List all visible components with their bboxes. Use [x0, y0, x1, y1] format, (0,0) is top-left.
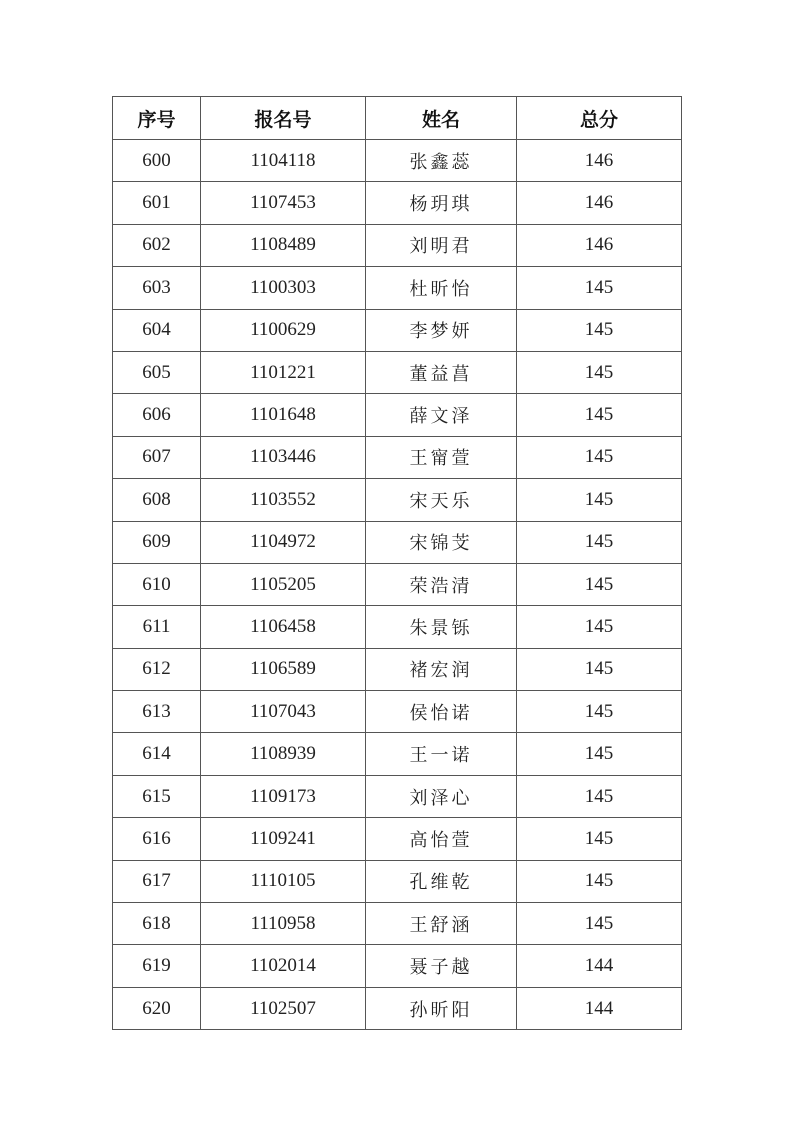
cell-total: 146	[517, 140, 682, 182]
table-row	[113, 309, 682, 351]
table-header-row	[113, 97, 682, 140]
cell-total: 146	[517, 224, 682, 266]
cell-name: 褚宏润	[366, 648, 517, 690]
table-row	[113, 394, 682, 436]
cell-name: 聂子越	[366, 945, 517, 987]
cell-reg-no: 1106589	[201, 648, 366, 690]
table-row	[113, 691, 682, 733]
cell-reg-no: 1102014	[201, 945, 366, 987]
cell-seq: 617	[113, 860, 201, 902]
cell-total: 145	[517, 648, 682, 690]
table-row	[113, 733, 682, 775]
cell-reg-no: 1110958	[201, 903, 366, 945]
cell-total: 144	[517, 987, 682, 1029]
cell-name: 荣浩清	[366, 563, 517, 605]
cell-name: 刘泽心	[366, 775, 517, 817]
cell-seq: 612	[113, 648, 201, 690]
cell-seq: 604	[113, 309, 201, 351]
table-row	[113, 351, 682, 393]
cell-seq: 616	[113, 818, 201, 860]
cell-total: 145	[517, 521, 682, 563]
table-row	[113, 563, 682, 605]
cell-seq: 607	[113, 436, 201, 478]
cell-reg-no: 1103446	[201, 436, 366, 478]
cell-name: 薛文泽	[366, 394, 517, 436]
table-row	[113, 267, 682, 309]
cell-seq: 619	[113, 945, 201, 987]
cell-seq: 601	[113, 182, 201, 224]
table-row	[113, 945, 682, 987]
cell-reg-no: 1109241	[201, 818, 366, 860]
cell-name: 董益菖	[366, 351, 517, 393]
cell-total: 144	[517, 945, 682, 987]
cell-total: 145	[517, 903, 682, 945]
header-reg-no: 报名号	[201, 97, 366, 140]
cell-total: 145	[517, 733, 682, 775]
cell-name: 王甯萱	[366, 436, 517, 478]
cell-seq: 610	[113, 563, 201, 605]
cell-name: 李梦妍	[366, 309, 517, 351]
cell-seq: 611	[113, 606, 201, 648]
table-row	[113, 606, 682, 648]
cell-total: 145	[517, 351, 682, 393]
cell-name: 宋锦芠	[366, 521, 517, 563]
cell-seq: 615	[113, 775, 201, 817]
cell-reg-no: 1100303	[201, 267, 366, 309]
cell-total: 145	[517, 691, 682, 733]
table-row	[113, 224, 682, 266]
cell-total: 145	[517, 860, 682, 902]
cell-total: 145	[517, 394, 682, 436]
table-row	[113, 479, 682, 521]
table-row	[113, 987, 682, 1029]
cell-total: 145	[517, 436, 682, 478]
cell-name: 杨玥琪	[366, 182, 517, 224]
table-row	[113, 648, 682, 690]
cell-total: 146	[517, 182, 682, 224]
cell-reg-no: 1101648	[201, 394, 366, 436]
cell-reg-no: 1107453	[201, 182, 366, 224]
table-body	[113, 140, 682, 1030]
cell-reg-no: 1102507	[201, 987, 366, 1029]
cell-seq: 614	[113, 733, 201, 775]
cell-seq: 608	[113, 479, 201, 521]
table-row	[113, 818, 682, 860]
cell-seq: 613	[113, 691, 201, 733]
cell-reg-no: 1108939	[201, 733, 366, 775]
score-table	[112, 96, 682, 1030]
cell-seq: 609	[113, 521, 201, 563]
cell-total: 145	[517, 309, 682, 351]
cell-reg-no: 1104118	[201, 140, 366, 182]
cell-reg-no: 1103552	[201, 479, 366, 521]
cell-name: 孔维乾	[366, 860, 517, 902]
header-name: 姓名	[366, 97, 517, 140]
cell-reg-no: 1100629	[201, 309, 366, 351]
table-row	[113, 775, 682, 817]
cell-reg-no: 1106458	[201, 606, 366, 648]
cell-total: 145	[517, 775, 682, 817]
header-seq: 序号	[113, 97, 201, 140]
cell-name: 朱景铄	[366, 606, 517, 648]
cell-seq: 602	[113, 224, 201, 266]
cell-name: 宋天乐	[366, 479, 517, 521]
cell-seq: 605	[113, 351, 201, 393]
cell-name: 张鑫蕊	[366, 140, 517, 182]
header-total: 总分	[517, 97, 682, 140]
cell-reg-no: 1110105	[201, 860, 366, 902]
cell-name: 侯怡诺	[366, 691, 517, 733]
cell-name: 杜昕怡	[366, 267, 517, 309]
cell-total: 145	[517, 606, 682, 648]
cell-seq: 606	[113, 394, 201, 436]
cell-seq: 603	[113, 267, 201, 309]
table-row	[113, 182, 682, 224]
cell-reg-no: 1104972	[201, 521, 366, 563]
table-row	[113, 860, 682, 902]
cell-name: 高怡萱	[366, 818, 517, 860]
cell-total: 145	[517, 479, 682, 521]
cell-seq: 600	[113, 140, 201, 182]
cell-total: 145	[517, 267, 682, 309]
table-row	[113, 436, 682, 478]
cell-total: 145	[517, 818, 682, 860]
cell-reg-no: 1101221	[201, 351, 366, 393]
cell-name: 王舒涵	[366, 903, 517, 945]
cell-total: 145	[517, 563, 682, 605]
table-row	[113, 521, 682, 563]
cell-name: 刘明君	[366, 224, 517, 266]
cell-seq: 620	[113, 987, 201, 1029]
table-row	[113, 903, 682, 945]
cell-reg-no: 1107043	[201, 691, 366, 733]
cell-name: 王一诺	[366, 733, 517, 775]
cell-reg-no: 1105205	[201, 563, 366, 605]
cell-seq: 618	[113, 903, 201, 945]
cell-reg-no: 1109173	[201, 775, 366, 817]
table-row	[113, 140, 682, 182]
cell-reg-no: 1108489	[201, 224, 366, 266]
cell-name: 孙昕阳	[366, 987, 517, 1029]
